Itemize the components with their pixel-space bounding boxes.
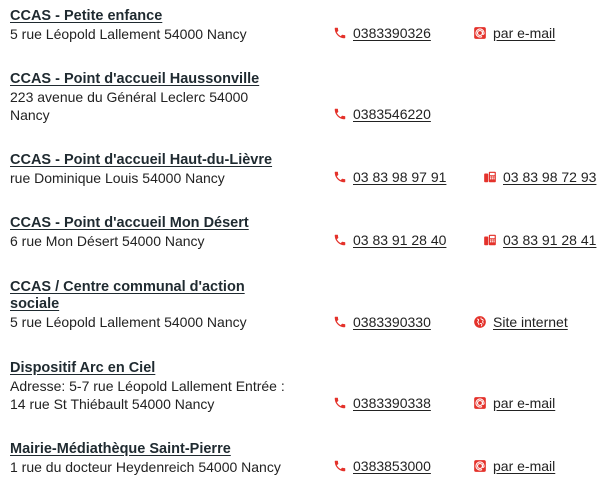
entry-name-link[interactable]: CCAS - Point d'accueil Mon Désert: [10, 215, 249, 231]
phone-link[interactable]: [333, 25, 431, 41]
globe-icon: [473, 315, 487, 329]
entry-name-link[interactable]: CCAS / Centre communal d'action sociale: [10, 279, 245, 312]
fax-number: 03 83 91 28 41: [503, 232, 597, 248]
phone-icon: [333, 315, 347, 329]
fax-number: 03 83 98 72 93: [503, 169, 597, 185]
website-label: Site internet: [493, 314, 568, 330]
entry-name-link[interactable]: CCAS - Point d'accueil Haussonville: [10, 71, 260, 87]
phone-icon: [333, 170, 347, 184]
contact-entry: [10, 279, 600, 331]
fax-link[interactable]: [483, 232, 596, 248]
phone-number: 0383390326: [353, 25, 431, 41]
phone-link[interactable]: [333, 232, 446, 248]
entry-address: rue Dominique Louis 54000 Nancy: [10, 170, 225, 186]
email-link[interactable]: [473, 458, 555, 474]
phone-link[interactable]: [333, 395, 431, 411]
contact-entry: [10, 8, 600, 43]
fax-icon: [483, 170, 497, 184]
email-link[interactable]: [473, 25, 555, 41]
email-label: par e-mail: [493, 458, 556, 474]
phone-number: 0383390330: [353, 314, 431, 330]
phone-number: 0383853000: [353, 458, 431, 474]
entry-name-link[interactable]: Mairie-Médiathèque Saint-Pierre: [10, 441, 231, 457]
phone-link[interactable]: [333, 314, 431, 330]
phone-link[interactable]: [333, 169, 446, 185]
contact-entry: [10, 360, 600, 413]
entry-address: 1 rue du docteur Heydenreich 54000 Nancy: [10, 459, 281, 475]
phone-number: 0383390338: [353, 395, 431, 411]
website-link[interactable]: [473, 314, 568, 330]
contact-entry: [10, 215, 600, 250]
phone-link[interactable]: [333, 106, 431, 122]
entry-address: 223 avenue du Général Leclerc 54000 Nancy: [10, 89, 249, 123]
entry-address: 5 rue Léopold Lallement 54000 Nancy: [10, 314, 247, 330]
entry-address: 5 rue Léopold Lallement 54000 Nancy: [10, 26, 247, 42]
email-icon: [473, 396, 487, 410]
email-label: par e-mail: [493, 395, 556, 411]
phone-number: 03 83 98 97 91: [353, 169, 447, 185]
phone-icon: [333, 233, 347, 247]
entry-name-link[interactable]: Dispositif Arc en Ciel: [10, 360, 156, 376]
contact-entry: [10, 71, 600, 124]
email-label: par e-mail: [493, 25, 556, 41]
email-link[interactable]: [473, 395, 555, 411]
contact-entry: [10, 441, 600, 476]
email-icon: [473, 459, 487, 473]
fax-icon: [483, 233, 497, 247]
phone-number: 0383546220: [353, 106, 431, 122]
entry-name-link[interactable]: CCAS - Petite enfance: [10, 8, 163, 24]
phone-icon: [333, 26, 347, 40]
entry-address: 6 rue Mon Désert 54000 Nancy: [10, 233, 205, 249]
phone-icon: [333, 459, 347, 473]
contact-entry: [10, 152, 600, 187]
phone-icon: [333, 107, 347, 121]
phone-icon: [333, 396, 347, 410]
email-icon: [473, 26, 487, 40]
phone-link[interactable]: [333, 458, 431, 474]
entry-address: Adresse: 5-7 rue Léopold Lallement Entrée : 14 rue St Thiébault 54000 Nancy: [10, 378, 285, 412]
fax-link[interactable]: [483, 169, 596, 185]
entry-name-link[interactable]: CCAS - Point d'accueil Haut-du-Lièvre: [10, 152, 273, 168]
phone-number: 03 83 91 28 40: [353, 232, 447, 248]
